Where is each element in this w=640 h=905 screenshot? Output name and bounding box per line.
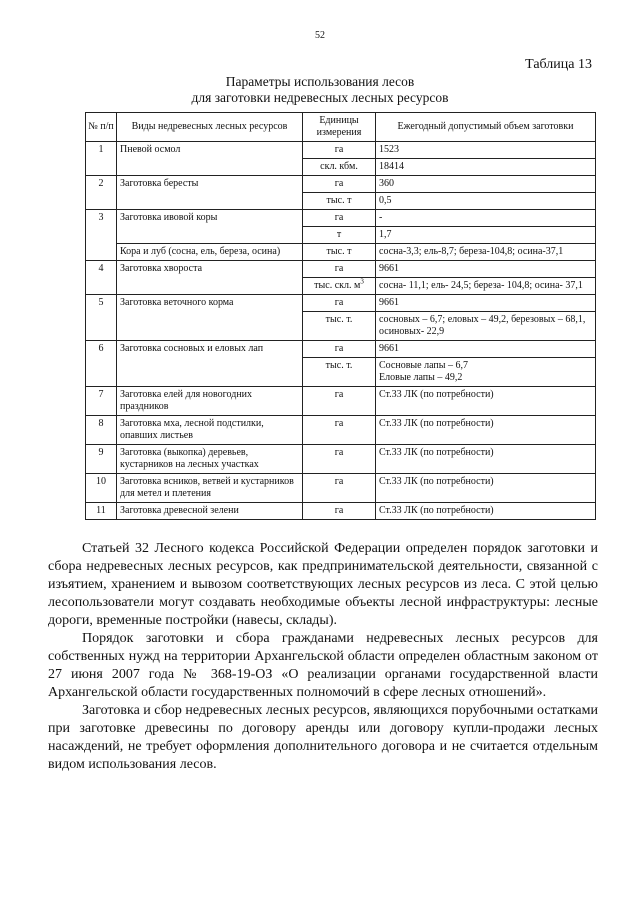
table-row: [86, 176, 596, 193]
row-unit: тыс. т: [303, 193, 376, 210]
row-volume: сосновых – 6,7; еловых – 49,2, березовых – 68,1, осиновых- 22,9: [376, 312, 596, 341]
row-volume: 9661: [376, 261, 596, 278]
table-row: [86, 261, 596, 278]
row-unit: т: [303, 227, 376, 244]
table-row: [86, 445, 596, 474]
body-text: [48, 540, 598, 774]
row-name: Заготовка сосновых и еловых лап: [117, 341, 303, 387]
row-name: Заготовка хвороста: [117, 261, 303, 295]
row-unit: га: [303, 503, 376, 520]
parameters-table: [85, 112, 596, 520]
row-unit: га: [303, 445, 376, 474]
row-num: 6: [86, 341, 117, 387]
row-unit: га: [303, 416, 376, 445]
row-unit: тыс. т.: [303, 358, 376, 387]
row-name: Заготовка ивовой коры: [117, 210, 303, 244]
table-row: [86, 295, 596, 312]
row-unit: га: [303, 295, 376, 312]
table-header-row: [86, 113, 596, 142]
row-unit: тыс. т: [303, 244, 376, 261]
row-volume: сосна- 11,1; ель- 24,5; береза- 104,8; осина- 37,1: [376, 278, 596, 295]
row-num: 11: [86, 503, 117, 520]
header-unit: Единицы измерения: [303, 113, 376, 142]
volume-line-1: Сосновые лапы – 6,7: [379, 360, 468, 371]
table-row: [86, 210, 596, 227]
volume-line-2: Еловые лапы – 49,2: [379, 372, 463, 383]
row-volume: 9661: [376, 295, 596, 312]
row-volume: Ст.33 ЛК (по потребности): [376, 474, 596, 503]
row-volume: Ст.33 ЛК (по потребности): [376, 387, 596, 416]
row-volume: 1,7: [376, 227, 596, 244]
page-number: 52: [315, 30, 325, 41]
row-unit: га: [303, 341, 376, 358]
row-volume: 9661: [376, 341, 596, 358]
row-volume: 0,5: [376, 193, 596, 210]
row-unit: га: [303, 474, 376, 503]
table-title: [0, 74, 640, 106]
row-volume: 1523: [376, 142, 596, 159]
table-row: [86, 503, 596, 520]
row-name: Заготовка всников, ветвей и кустарников для метел и плетения: [117, 474, 303, 503]
row-unit: га: [303, 387, 376, 416]
paragraph: Заготовка и сбор недревесных лесных ресурсов, являющихся порубочными остатками при заготовке древесины по договору аренды или договору купли-продажи лесных насаждений, не требует оформления дополнительного договора и не считается отдельным видом использования лесов.: [48, 703, 598, 772]
row-num: 9: [86, 445, 117, 474]
row-name: Заготовка веточного корма: [117, 295, 303, 341]
table-title-line-2: для заготовки недревесных лесных ресурсов: [191, 90, 449, 105]
row-num: 10: [86, 474, 117, 503]
row-name: Заготовка древесной зелени: [117, 503, 303, 520]
header-num: № п/п: [86, 113, 117, 142]
table-label: Таблица 13: [525, 57, 592, 72]
row-name: Заготовка бересты: [117, 176, 303, 210]
paragraph: Статьей 32 Лесного кодекса Российской Федерации определен порядок заготовки и сбора недревесных лесных ресурсов, как предпринимательской деятельности, связанной с изъятием, хранением и вывозом соответствующих лесных ресурсов из леса. С этой целью лесопользователи могут создавать необходимые объекты лесной инфраструктуры: лесные дороги, временные постройки (навесы, склады).: [48, 541, 598, 628]
row-unit: га: [303, 210, 376, 227]
row-volume: [376, 358, 596, 387]
row-name: Заготовка мха, лесной подстилки, опавших листьев: [117, 416, 303, 445]
row-name: Заготовка елей для новогодних праздников: [117, 387, 303, 416]
row-num: 1: [86, 142, 117, 176]
row-volume: 360: [376, 176, 596, 193]
row-name: Пневой осмол: [117, 142, 303, 176]
row-num: 5: [86, 295, 117, 341]
row-name: Заготовка (выкопка) деревьев, кустарников на лесных участках: [117, 445, 303, 474]
unit-text: тыс. скл. м: [314, 280, 361, 291]
row-num: 3: [86, 210, 117, 261]
table-title-line-1: Параметры использования лесов: [225, 74, 415, 89]
row-num: 8: [86, 416, 117, 445]
row-num: 7: [86, 387, 117, 416]
row-volume: Ст.33 ЛК (по потребности): [376, 445, 596, 474]
row-unit: скл. кбм.: [303, 159, 376, 176]
row-num: 2: [86, 176, 117, 210]
header-name: Виды недревесных лесных ресурсов: [117, 113, 303, 142]
table-row: [86, 416, 596, 445]
table-row: [86, 142, 596, 159]
row-num: 4: [86, 261, 117, 295]
row-unit: тыс. т.: [303, 312, 376, 341]
row-volume: 18414: [376, 159, 596, 176]
row-unit: га: [303, 261, 376, 278]
row-volume: Ст.33 ЛК (по потребности): [376, 503, 596, 520]
row-unit: [303, 278, 376, 295]
row-name: Кора и луб (сосна, ель, береза, осина): [117, 244, 303, 261]
table-row: [86, 244, 596, 261]
header-volume: Ежегодный допустимый объем заготовки: [376, 113, 596, 142]
paragraph: Порядок заготовки и сбора гражданами недревесных лесных ресурсов для собственных нужд на территории Архангельской области определен областным законом от 27 июня 2007 года № 368-19-ОЗ «О реализации органами государственной власти Архангельской области государственных полномочий в сфере лесных отношений».: [48, 631, 598, 700]
row-unit: га: [303, 142, 376, 159]
row-volume: -: [376, 210, 596, 227]
unit-superscript: 3: [360, 277, 364, 286]
table-row: [86, 341, 596, 358]
table-row: [86, 387, 596, 416]
row-volume: сосна-3,3; ель-8,7; береза-104,8; осина-37,1: [376, 244, 596, 261]
row-volume: Ст.33 ЛК (по потребности): [376, 416, 596, 445]
row-unit: га: [303, 176, 376, 193]
table-row: [86, 474, 596, 503]
